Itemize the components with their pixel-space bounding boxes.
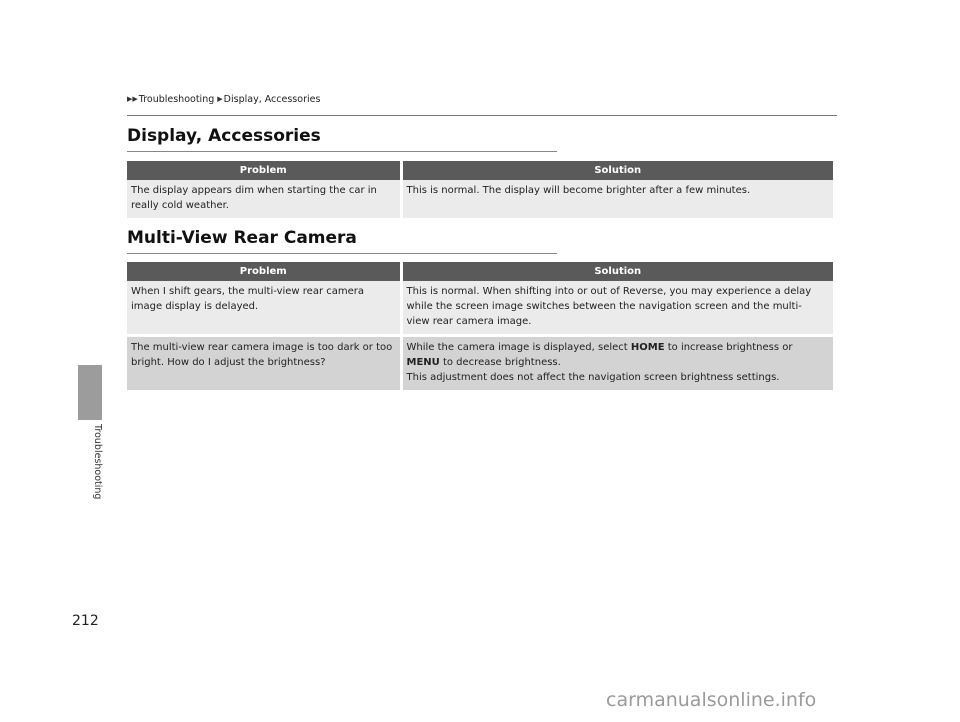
section-heading-display-accessories: Display, Accessories: [127, 126, 321, 146]
table-row: [127, 180, 833, 218]
troubleshooting-table-camera: [127, 262, 833, 390]
solution-text: view rear camera image.: [406, 316, 532, 327]
watermark: carmanualsonline.info: [606, 689, 817, 711]
solution-text: to increase brightness or: [664, 342, 793, 353]
header-divider: [127, 115, 837, 116]
solution-cell: [401, 281, 833, 336]
solution-text: This is normal. The display will become brighter after a few minutes.: [406, 185, 751, 196]
solution-text: to decrease brightness.: [439, 357, 561, 368]
column-header-problem: Problem: [127, 262, 401, 281]
page-number: 212: [72, 613, 99, 629]
breadcrumb-item-troubleshooting[interactable]: Troubleshooting: [138, 94, 215, 105]
problem-cell: [127, 336, 401, 391]
problem-text: image display is delayed.: [131, 301, 259, 312]
section-heading-rule: [127, 151, 557, 152]
home-key-label: HOME: [630, 342, 665, 353]
problem-text: really cold weather.: [131, 200, 229, 211]
problem-cell: [127, 180, 401, 218]
breadcrumb: [127, 94, 320, 105]
problem-text: The multi-view rear camera image is too dark or too: [131, 342, 393, 353]
solution-cell: [401, 180, 833, 218]
menu-key-label: MENU: [406, 357, 440, 368]
solution-text: This is normal. When shifting into or out of Reverse, you may experience a delay: [406, 286, 812, 297]
side-tab-marker: [78, 365, 102, 420]
solution-line: [407, 355, 830, 370]
breadcrumb-arrow-icon: ▶: [217, 95, 223, 103]
column-header-problem: Problem: [127, 161, 401, 180]
section-heading-multi-view-rear-camera: Multi-View Rear Camera: [127, 228, 357, 248]
breadcrumb-arrow-icon: ▶▶: [127, 95, 138, 103]
table-row: [127, 281, 833, 336]
solution-cell: [401, 336, 833, 391]
table-header-row: [127, 161, 833, 180]
column-header-solution: Solution: [401, 262, 833, 281]
table-header-row: [127, 262, 833, 281]
side-tab-label: Troubleshooting: [92, 424, 103, 500]
section-heading-rule: [127, 253, 557, 254]
solution-line: [407, 340, 830, 355]
troubleshooting-table-display: [127, 161, 833, 218]
problem-text: The display appears dim when starting the car in: [131, 185, 377, 196]
breadcrumb-item-display-accessories[interactable]: Display, Accessories: [223, 94, 321, 105]
solution-text: This adjustment does not affect the navigation screen brightness settings.: [406, 372, 780, 383]
solution-text: While the camera image is displayed, select: [406, 342, 631, 353]
table-row: [127, 336, 833, 391]
problem-cell: [127, 281, 401, 336]
solution-text: while the screen image switches between the navigation screen and the multi-: [406, 301, 802, 312]
column-header-solution: Solution: [401, 161, 833, 180]
problem-text: bright. How do I adjust the brightness?: [131, 357, 326, 368]
problem-text: When I shift gears, the multi-view rear camera: [131, 286, 365, 297]
